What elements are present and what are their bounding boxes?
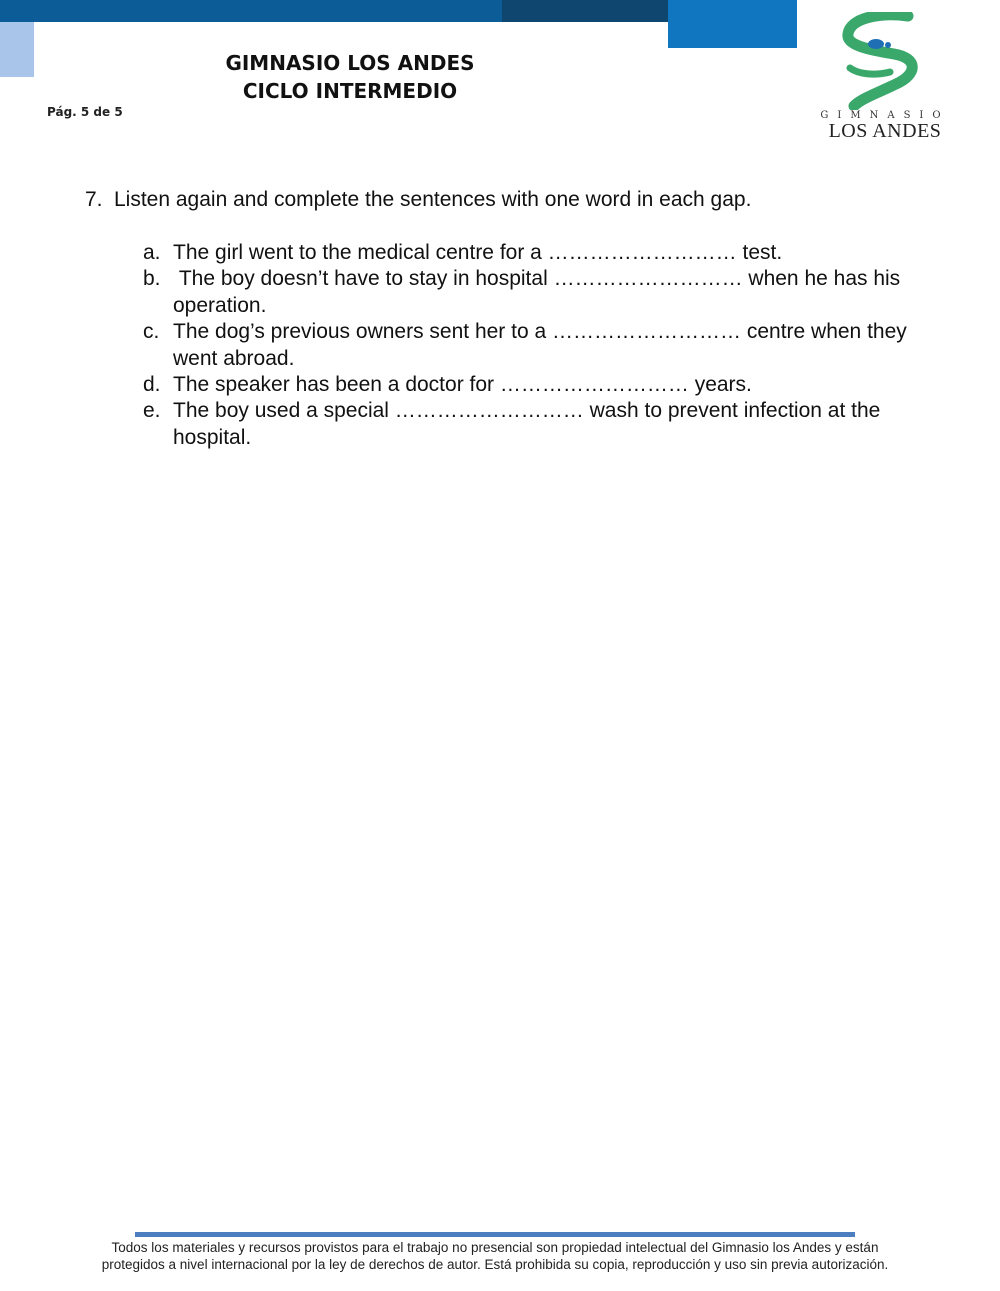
list-item — [143, 398, 933, 451]
logo-text-los-andes: LOS ANDES — [828, 120, 942, 142]
item-label: e. — [143, 399, 161, 423]
item-label: c. — [143, 320, 160, 344]
sentence-list — [143, 240, 933, 451]
copyright-notice — [40, 1239, 950, 1273]
footer-rule — [135, 1232, 855, 1237]
item-text: The boy doesn’t have to stay in hospital ……………………… when he has his operation. — [173, 267, 907, 317]
school-name: GIMNASIO LOS ANDES — [225, 51, 475, 75]
list-item — [143, 319, 933, 372]
item-label: d. — [143, 373, 161, 397]
question-prompt — [85, 188, 751, 212]
item-label: b. — [143, 267, 161, 291]
school-logo — [810, 12, 960, 142]
item-text: The speaker has been a doctor for ……………………… years. — [173, 373, 752, 397]
cycle-title: CICLO INTERMEDIO — [242, 79, 458, 103]
copyright-line-1: Todos los materiales y recursos provistos para el trabajo no presencial son propiedad intelectual del Gimnasio los Andes y están — [111, 1240, 879, 1255]
page-number: Pág. 5 de 5 — [47, 105, 123, 119]
header-side-tab — [0, 22, 34, 77]
question-text: Listen again and complete the sentences with one word in each gap. — [114, 188, 752, 211]
question-number: 7. — [85, 188, 103, 211]
item-text: The boy used a special ……………………… wash to prevent infection at the hospital. — [173, 399, 881, 449]
copyright-line-2: protegidos a nivel internacional por la ley de derechos de autor. Está prohibida su copia, reproducción y uso sin previa autorización. — [101, 1257, 889, 1272]
list-item — [143, 266, 933, 319]
header-band — [0, 0, 502, 22]
list-item — [143, 240, 933, 266]
item-text: The girl went to the medical centre for a ……………………… test. — [173, 241, 783, 264]
list-item — [143, 372, 933, 398]
header-band-accent — [668, 0, 797, 48]
item-label: a. — [143, 241, 161, 264]
item-text: The dog’s previous owners sent her to a ……………………… centre when they went abroad. — [173, 320, 907, 370]
logo-emblem-icon — [810, 12, 960, 110]
logo-text-gimnasio: GIMNASIO — [820, 110, 950, 121]
